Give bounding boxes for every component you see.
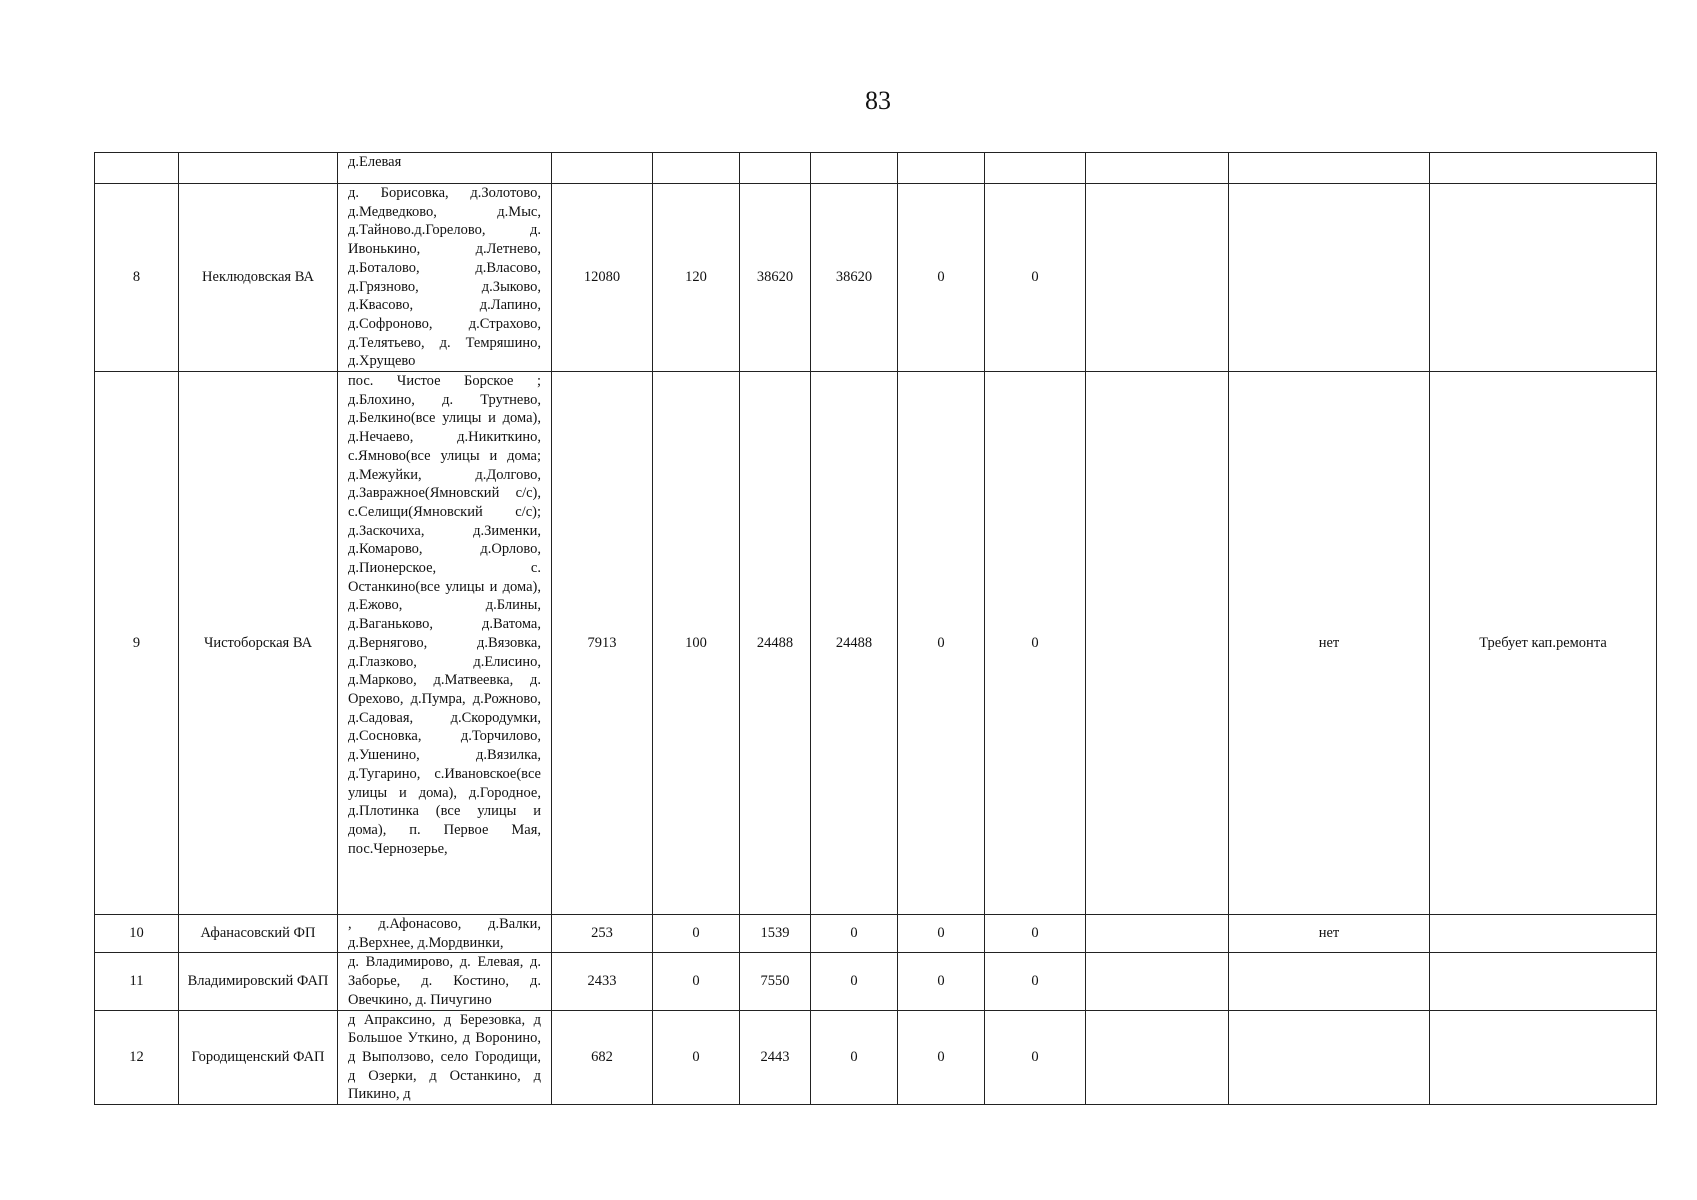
- cell-facility-name: Афанасовский ФП: [179, 915, 338, 953]
- cell-value: 100: [653, 372, 740, 915]
- cell-value: [653, 153, 740, 184]
- cell-value: 1539: [740, 915, 811, 953]
- cell-value: 0: [985, 915, 1086, 953]
- cell-value: [811, 153, 898, 184]
- cell-note: [1430, 153, 1657, 184]
- cell-facility-name: Владимировский ФАП: [179, 953, 338, 1010]
- cell-value: [1229, 1010, 1430, 1105]
- cell-localities: д.Елевая: [338, 153, 552, 184]
- cell-value: 2433: [552, 953, 653, 1010]
- cell-value: [1086, 184, 1229, 372]
- cell-value: 12080: [552, 184, 653, 372]
- cell-value: 0: [653, 1010, 740, 1105]
- cell-value: 0: [811, 1010, 898, 1105]
- cell-value: 0: [985, 372, 1086, 915]
- table-row: [95, 1010, 1657, 1105]
- cell-localities: д. Владимирово, д. Елевая, д. Заборье, д. Костино, д. Овечкино, д. Пичугино: [338, 953, 552, 1010]
- cell-value: 7550: [740, 953, 811, 1010]
- cell-value: [1229, 153, 1430, 184]
- cell-facility-name: Неклюдовская ВА: [179, 184, 338, 372]
- cell-value: [552, 153, 653, 184]
- cell-facility-name: [179, 153, 338, 184]
- cell-note: [1430, 184, 1657, 372]
- cell-localities: пос. Чистое Борское ; д.Блохино, д. Трутнево, д.Белкино(все улицы и дома), д.Нечаево, д.Никиткино, с.Ямново(все улицы и дома; д.Межуйки, д.Долгово, д.Завражное(Ямновский с/с), с.Селищи(Ямновский с/с); д.Заскочиха, д.Зименки, д.Комарово, д.Орлово, д.Пионерское, с. Останкино(все улицы и дома), д.Ежово, д.Блины, д.Ваганьково, д.Ватома, д.Вернягово, д.Вязовка, д.Глазково, д.Елисино, д.Марково, д.Матвеевка, д. Орехово, д.Пумра, д.Рожново, д.Садовая, д.Скородумки, д.Сосновка, д.Торчилово, д.Ушенино, д.Вязилка, д.Тугарино, с.Ивановское(все улицы и дома), д.Городное, д.Плотинка (все улицы и дома), п. Первое Мая, пос.Чернозерье,: [338, 372, 552, 915]
- cell-value: 0: [653, 915, 740, 953]
- table-row: [95, 184, 1657, 372]
- cell-value: 120: [653, 184, 740, 372]
- cell-number: 11: [95, 953, 179, 1010]
- cell-note: [1430, 1010, 1657, 1105]
- cell-value: 38620: [740, 184, 811, 372]
- cell-value: 0: [653, 953, 740, 1010]
- cell-number: 12: [95, 1010, 179, 1105]
- cell-value: [1086, 153, 1229, 184]
- cell-number: 10: [95, 915, 179, 953]
- cell-value: [1430, 915, 1657, 953]
- cell-number: [95, 153, 179, 184]
- cell-value: 0: [985, 184, 1086, 372]
- cell-value: 0: [898, 372, 985, 915]
- cell-value: [740, 153, 811, 184]
- cell-value: 0: [811, 915, 898, 953]
- cell-facility-name: Городищенский ФАП: [179, 1010, 338, 1105]
- cell-localities: , д.Афонасово, д.Валки, д.Верхнее, д.Мордвинки,: [338, 915, 552, 953]
- cell-value: [1086, 1010, 1229, 1105]
- cell-value: 0: [898, 184, 985, 372]
- cell-value: 0: [898, 1010, 985, 1105]
- cell-note: [1086, 915, 1229, 953]
- cell-value: нет: [1229, 372, 1430, 915]
- table-row: [95, 153, 1657, 184]
- cell-value: 682: [552, 1010, 653, 1105]
- cell-value: [1086, 953, 1229, 1010]
- table-row: [95, 953, 1657, 1010]
- cell-value: нет: [1229, 915, 1430, 953]
- cell-number: 8: [95, 184, 179, 372]
- cell-value: [985, 153, 1086, 184]
- cell-note: [1430, 953, 1657, 1010]
- cell-value: 2443: [740, 1010, 811, 1105]
- table-row: [95, 372, 1657, 915]
- cell-value: 253: [552, 915, 653, 953]
- cell-value: 0: [985, 953, 1086, 1010]
- cell-number: 9: [95, 372, 179, 915]
- table-row: [95, 915, 1657, 953]
- cell-value: Требует кап.ремонта: [1430, 372, 1657, 915]
- cell-value: 0: [811, 953, 898, 1010]
- cell-value: 24488: [811, 372, 898, 915]
- cell-value: 0: [898, 953, 985, 1010]
- cell-value: [1229, 184, 1430, 372]
- cell-value: 0: [985, 1010, 1086, 1105]
- cell-value: 0: [898, 915, 985, 953]
- page-number: 83: [865, 86, 891, 115]
- cell-facility-name: Чистоборская ВА: [179, 372, 338, 915]
- cell-value: 38620: [811, 184, 898, 372]
- cell-localities: д Апраксино, д Березовка, д Большое Уткино, д Воронино, д Выползово, село Городищи, д Озерки, д Останкино, д Пикино, д: [338, 1010, 552, 1105]
- facilities-table: [94, 152, 1657, 1105]
- cell-value: 24488: [740, 372, 811, 915]
- cell-value: [898, 153, 985, 184]
- cell-value: 7913: [552, 372, 653, 915]
- cell-note: [1086, 372, 1229, 915]
- cell-localities: д. Борисовка, д.Золотово, д.Медведково, д.Мыс, д.Тайново.д.Горелово, д. Ивонькино, д.Летнево, д.Боталово, д.Власово, д.Грязново, д.Зыково, д.Квасово, д.Лапино, д.Софроново, д.Страхово, д.Телятьево, д. Темряшино, д.Хрущево: [338, 184, 552, 372]
- cell-value: [1229, 953, 1430, 1010]
